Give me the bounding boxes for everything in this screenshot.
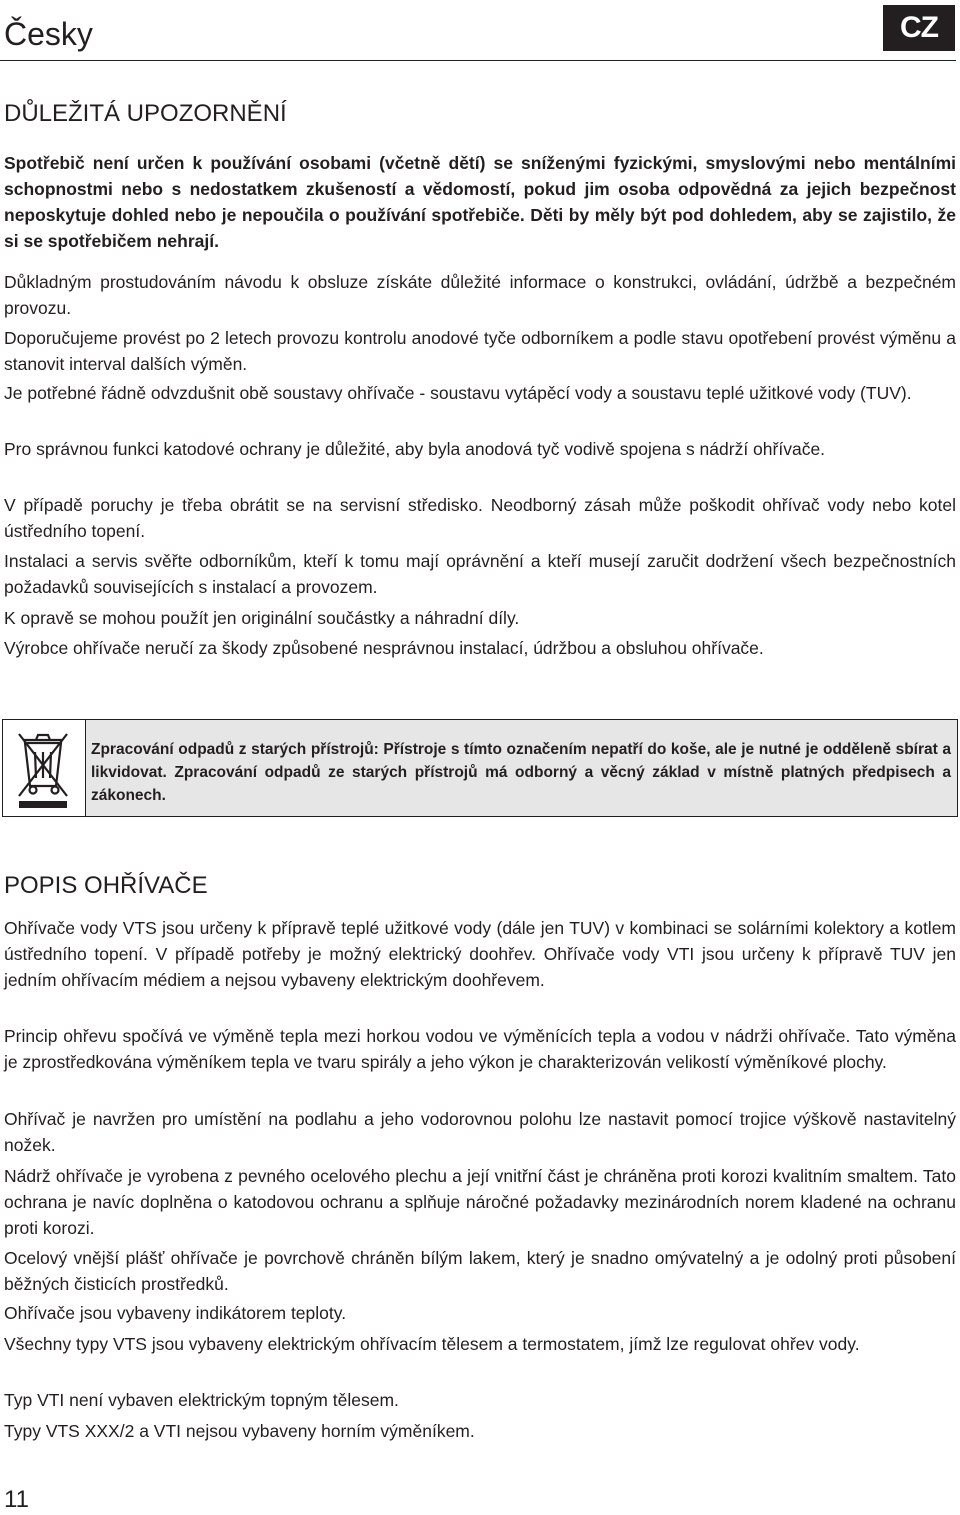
warning-paragraph: Pro správnou funkci katodové ochrany je důležité, aby byla anodová tyč vodivě spojena s nádrží ohřívače. xyxy=(4,439,826,459)
warning-paragraph: Výrobce ohřívače neručí za škody způsobené nesprávnou instalací, údržbou a obsluhou ohřívače. xyxy=(4,638,764,658)
description-paragraph: Typy VTS XXX/2 a VTI nejsou vybaveny horním výměníkem. xyxy=(4,1421,475,1441)
language-badge: CZ xyxy=(883,5,955,51)
description-paragraph: Ohřívače vody VTS jsou určeny k přípravě teplé užitkové vody (dále jen TUV) v kombinaci se solárními kolektory a kotlem ústředního topení. V případě potřeby je možný elektrický doohřev. Ohřívače vody VTI jsou určeny k přípravě TUV jen jedním ohřívacím médiem a nejsou vybaveny elektrickým doohřevem. xyxy=(4,918,956,990)
description-paragraph: Ohřívač je navržen pro umístění na podlahu a jeho vodorovnou polohu lze nastavit pomocí trojice výškově nastavitelný nožek. xyxy=(4,1109,956,1155)
description-paragraph: Princip ohřevu spočívá ve výměně tepla mezi horkou vodou ve výměnících tepla a vodou v nádrži ohřívače. Tato výměna je zprostředkována výměníkem tepla ve tvaru spirály a jeho výkon je charakterizován velikostí výměníkové plochy. xyxy=(4,1026,956,1072)
warning-paragraph: V případě poruchy je třeba obrátit se na servisní středisko. Neodborný zásah může poškodit ohřívač vody nebo kotel ústředního topení. xyxy=(4,495,956,541)
page-number: 11 xyxy=(4,1486,29,1513)
warning-bold-paragraph: Spotřebič není určen k používání osobami (včetně dětí) se sníženými fyzickými, smyslovými nebo mentálními schopnostmi nebo s nedostatkem zkušeností a vědomostí, pokud jim osoba odpovědná za jejich bezpečnost neposkytuje dohled nebo je nepoučila o používání spotřebiče. Děti by měly být pod dohledem, aby se zajistilo, že si se spotřebičem nehrají. xyxy=(4,153,956,251)
description-paragraph: Ocelový vnější plášť ohřívače je povrchově chráněn bílým lakem, který je snadno omývatelný a je odolný proti působení běžných čisticích prostředků. xyxy=(4,1248,956,1294)
language-title: Česky xyxy=(4,16,93,52)
section-title-description: POPIS OHŘÍVAČE xyxy=(4,872,208,899)
warning-paragraph: K opravě se mohou použít jen originální součástky a náhradní díly. xyxy=(4,608,520,628)
waste-notice-text-panel xyxy=(85,720,957,816)
warning-paragraph: Instalaci a servis svěřte odborníkům, kteří k tomu mají oprávnění a kteří musejí zaručit dodržení všech bezpečnostních požadavků souvisejících s instalací a provozem. xyxy=(4,551,956,597)
warning-paragraph: Je potřebné řádně odvzdušnit obě soustavy ohřívače - soustavu vytápěcí vody a soustavu teplé užitkové vody (TUV). xyxy=(4,383,912,403)
crossed-out-wheelie-bin-icon xyxy=(3,720,85,816)
page-header xyxy=(0,0,960,62)
section-title-warnings: DŮLEŽITÁ UPOZORNĚNÍ xyxy=(4,100,287,127)
waste-notice-text: Zpracování odpadů z starých přístrojů: Přístroje s tímto označením nepatří do koše, ale je nutné je odděleně sbírat a likvidovat. Zpracování odpadů ze starých přístrojů má odborný a věcný základ v místně platných předpisech a zákonech. xyxy=(91,741,951,804)
description-paragraph: Nádrž ohřívače je vyrobena z pevného ocelového plechu a její vnitřní část je chráněna proti korozi kvalitním smaltem. Tato ochrana je navíc doplněna o katodovou ochranu a splňuje náročné požadavky mezinárodních norem kladené na ochranu proti korozi. xyxy=(4,1166,956,1238)
warning-paragraph: Doporučujeme provést po 2 letech provozu kontrolu anodové tyče odborníkem a podle stavu opotřebení provést výměnu a stanovit interval dalších výměn. xyxy=(4,328,956,374)
warning-paragraph: Důkladným prostudováním návodu k obsluze získáte důležité informace o konstrukci, ovládání, údržbě a bezpečném provozu. xyxy=(4,272,956,318)
header-divider xyxy=(0,60,956,61)
description-paragraph: Všechny typy VTS jsou vybaveny elektrickým ohřívacím tělesem a termostatem, jímž lze regulovat ohřev vody. xyxy=(4,1334,860,1354)
description-paragraph: Ohřívače jsou vybaveny indikátorem teploty. xyxy=(4,1303,347,1323)
waste-disposal-notice xyxy=(2,719,958,817)
description-paragraph: Typ VTI není vybaven elektrickým topným tělesem. xyxy=(4,1390,399,1410)
